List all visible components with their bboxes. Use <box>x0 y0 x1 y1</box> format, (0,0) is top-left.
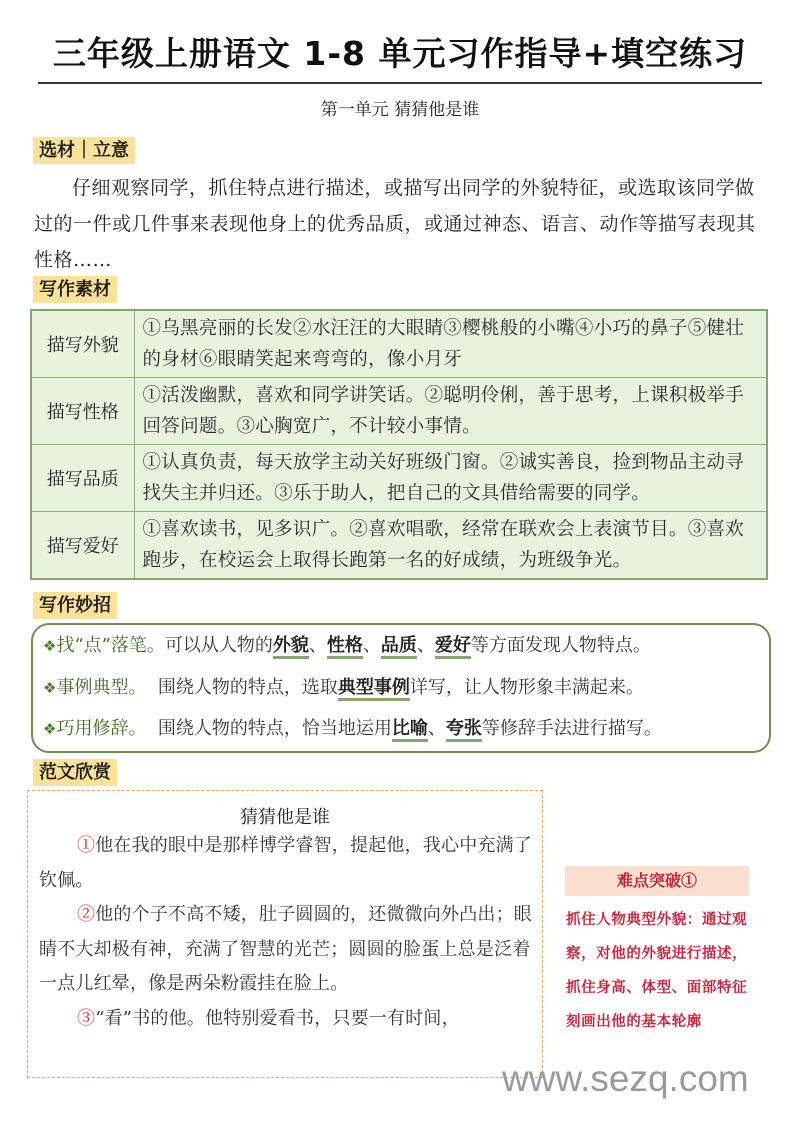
material-table <box>30 309 768 580</box>
paragraph-text: “看”书的他。他特别爱看书，只要一有时间， <box>95 1007 460 1029</box>
essay-body <box>39 829 533 1036</box>
section-label-tips: 写作妙招 <box>33 592 117 619</box>
difficulty-title: 难点突破① <box>565 866 749 896</box>
section-label-topic: 选材｜立意 <box>33 137 135 164</box>
topic-text: 仔细观察同学，抓住特点进行描述，或描写出同学的外貌特征，或选取该同学做过的一件或几件事来表现他身上的优秀品质，或通过神态、语言、动作等描写表现其性格…… <box>34 177 756 271</box>
essay-title: 猜猜他是谁 <box>240 807 330 828</box>
tip-item <box>43 714 662 744</box>
tip-lead: 事例典型。 <box>56 677 147 698</box>
tip-keyword: 爱好 <box>435 635 471 659</box>
title-divider <box>38 82 762 84</box>
essay-paragraph <box>39 898 533 1002</box>
diamond-bullet-icon: ❖ <box>43 720 57 738</box>
tip-keyword: 典型事例 <box>338 677 410 701</box>
diamond-bullet-icon: ❖ <box>43 679 57 697</box>
essay-box <box>27 790 543 1078</box>
tip-text: 围绕人物的特点，恰当地运用 <box>146 718 392 739</box>
tip-lead: 找“点”落笔。 <box>56 635 165 656</box>
tip-sep: 、 <box>416 635 435 656</box>
unit-subtitle: 第一单元 猜猜他是谁 <box>320 100 480 120</box>
paragraph-text: 他的个子不高不矮，肚子圆圆的，还微微向外凸出；眼睛不大却极有神，充满了智慧的光芒；圆圆的脸蛋上总是泛着一点儿红晕，像是两朵粉霞挂在脸上。 <box>39 904 533 994</box>
tip-lead: 巧用修辞。 <box>56 718 147 739</box>
tip-text: 等方面发现人物特点。 <box>470 635 651 656</box>
row-header: 描写性格 <box>31 378 134 445</box>
paragraph-text: 他在我的眼中是那样博学睿智，提起他，我心中充满了钦佩。 <box>39 835 533 891</box>
section-label-material: 写作素材 <box>33 276 117 303</box>
tip-text: 围绕人物的特点，选取 <box>146 677 338 698</box>
row-content: ①乌黑亮丽的长发②水汪汪的大眼睛③樱桃般的小嘴④小巧的鼻子⑤健壮的身材⑥眼睛笑起来弯弯的，像小月牙 <box>134 310 767 378</box>
row-header: 描写外貌 <box>31 310 134 378</box>
paragraph-number: ③ <box>77 1007 96 1029</box>
page-title: 三年级上册语文 1-8 单元习作指导+填空练习 <box>52 34 748 73</box>
row-content: ①喜欢读书，见多识广。②喜欢唱歌，经常在联欢会上表演节目。③喜欢跑步，在校运会上取得长跑第一名的好成绩，为班级争光。 <box>134 512 767 580</box>
tip-sep: 、 <box>308 635 327 656</box>
diamond-bullet-icon: ❖ <box>43 637 57 655</box>
essay-paragraph <box>39 1002 533 1037</box>
essay-paragraph <box>39 829 533 898</box>
tip-sep: 、 <box>427 718 446 739</box>
row-content: ①认真负责，每天放学主动关好班级门窗。②诚实善良，捡到物品主动寻找失主并归还。③乐于助人，把自己的文具借给需要的同学。 <box>134 445 767 512</box>
tip-text: 可以从人物的 <box>164 635 273 656</box>
tip-keyword: 外貌 <box>273 635 309 659</box>
tip-sep: 、 <box>362 635 381 656</box>
row-header: 描写爱好 <box>31 512 134 580</box>
section-label-essay: 范文欣赏 <box>33 759 117 786</box>
tip-keyword: 品质 <box>381 635 417 659</box>
tip-keyword: 比喻 <box>392 718 428 742</box>
paragraph-number: ① <box>77 835 96 856</box>
row-content: ①活泼幽默，喜欢和同学讲笑话。②聪明伶俐，善于思考，上课积极举手回答问题。③心胸宽广，不计较小事情。 <box>134 378 767 445</box>
tips-box <box>31 623 771 753</box>
row-header: 描写品质 <box>31 445 134 512</box>
tip-text: 详写，让人物形象丰满起来。 <box>409 677 644 698</box>
table-row <box>31 378 767 445</box>
tip-keyword: 性格 <box>327 635 363 659</box>
table-row <box>31 445 767 512</box>
difficulty-text: 抓住人物典型外貌：通过观察，对他的外貌进行描述，抓住身高、体型、面部特征刻画出他的基本轮廓 <box>566 911 748 1030</box>
tip-item <box>43 673 644 703</box>
tip-keyword: 夸张 <box>446 718 482 742</box>
watermark: www.sezq.com <box>502 1058 749 1099</box>
paragraph-number: ② <box>77 904 96 925</box>
tip-text: 等修辞手法进行描写。 <box>481 718 662 739</box>
table-row <box>31 512 767 580</box>
tip-item <box>43 631 651 661</box>
table-row <box>31 310 767 378</box>
